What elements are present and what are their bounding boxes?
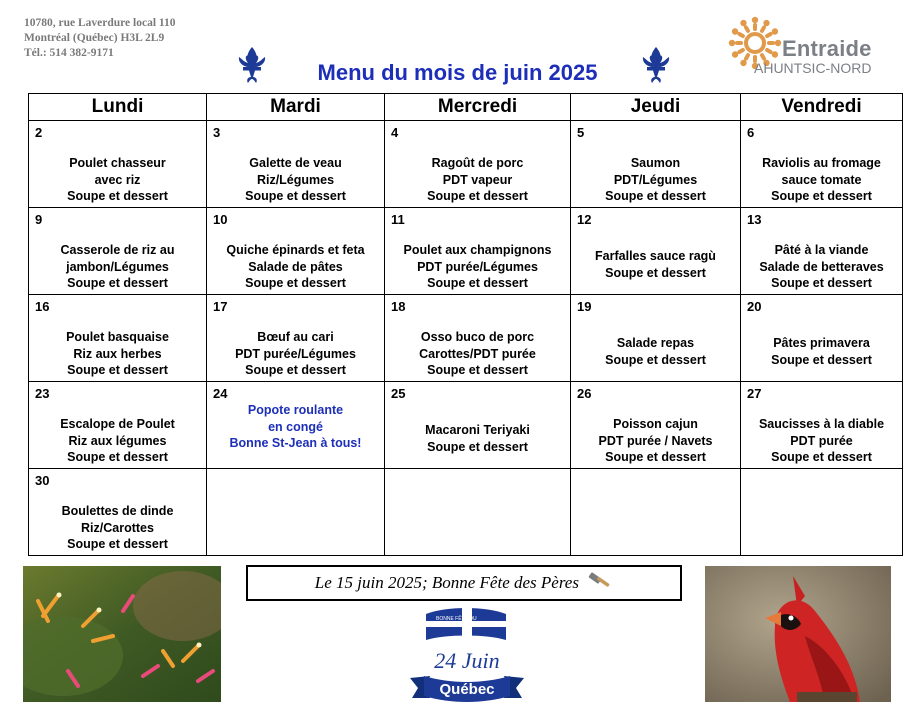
- empty-day-cell: [385, 469, 571, 556]
- menu-line: Saucisses à la diable: [758, 417, 885, 431]
- menu-line: Soupe et dessert: [427, 363, 528, 377]
- day-cell: [29, 382, 207, 469]
- weekday-header: Vendredi: [741, 94, 903, 121]
- empty-day-cell: [571, 469, 741, 556]
- week-row: [29, 295, 903, 382]
- day-number: 23: [35, 386, 50, 401]
- quebec-flag-icon: [426, 608, 506, 640]
- day-cell: [571, 208, 741, 295]
- weekday-header: Mercredi: [385, 94, 571, 121]
- day-cell: [741, 121, 903, 208]
- day-cell: [207, 382, 385, 469]
- menu-line: avec riz: [94, 172, 141, 187]
- weekday-header: Jeudi: [571, 94, 741, 121]
- day-number: 25: [391, 386, 406, 401]
- menu-line: Salade de betteraves: [759, 259, 884, 274]
- day-cell: [571, 295, 741, 382]
- badge-name: Québec: [439, 681, 495, 698]
- menu-line: Soupe et dessert: [427, 189, 528, 203]
- menu-line: Soupe et dessert: [771, 276, 872, 290]
- day-number: 27: [747, 386, 762, 401]
- fete-nationale-badge: [406, 606, 528, 712]
- day-cell: [571, 382, 741, 469]
- fathers-day-banner: [246, 565, 682, 601]
- menu-line: Soupe et dessert: [245, 363, 346, 377]
- menu-line: Escalope de Poulet: [60, 417, 175, 431]
- menu-line: Soupe et dessert: [245, 276, 346, 290]
- menu-line: PDT purée/Légumes: [417, 259, 538, 274]
- menu-line: Soupe et dessert: [67, 363, 168, 377]
- menu-text: [573, 248, 738, 281]
- day-cell: [207, 295, 385, 382]
- menu-text: [387, 329, 568, 379]
- menu-text: [743, 335, 900, 368]
- menu-line: Quiche épinards et feta: [226, 243, 365, 257]
- day-cell: [207, 121, 385, 208]
- menu-line: Salade repas: [616, 336, 695, 350]
- day-number: 6: [747, 125, 755, 140]
- menu-line: Soupe et dessert: [67, 189, 168, 203]
- day-number: 26: [577, 386, 592, 401]
- day-number: 4: [391, 125, 399, 140]
- day-number: 16: [35, 299, 50, 314]
- menu-line: Bonne St-Jean à tous!: [229, 436, 362, 450]
- menu-line: Soupe et dessert: [605, 450, 706, 464]
- menu-line: Riz/Carottes: [81, 520, 154, 535]
- menu-line: PDT purée/Légumes: [235, 346, 356, 361]
- menu-calendar: [28, 93, 903, 556]
- week-row: [29, 121, 903, 208]
- badge-date: 24 Juin: [434, 648, 500, 673]
- menu-text: [573, 155, 738, 205]
- menu-line: Soupe et dessert: [771, 352, 872, 367]
- page-title: Menu du mois de juin 2025: [317, 60, 598, 85]
- menu-text: [209, 402, 382, 452]
- day-cell: [29, 469, 207, 556]
- cardinal-bird-photo: [705, 566, 891, 702]
- address-line-1: 10780, rue Laverdure local 110: [24, 17, 176, 29]
- menu-text: [31, 416, 204, 466]
- menu-line: Soupe et dessert: [67, 276, 168, 290]
- menu-text: [209, 242, 382, 292]
- day-number: 5: [577, 125, 585, 140]
- menu-line: Osso buco de porc: [420, 330, 535, 344]
- menu-line: Soupe et dessert: [771, 189, 872, 203]
- honeysuckle-flower-photo: [23, 566, 221, 702]
- week-row: [29, 469, 903, 556]
- day-cell: [385, 382, 571, 469]
- menu-text: [573, 416, 738, 466]
- menu-line: jambon/Légumes: [66, 259, 169, 274]
- menu-text: [31, 242, 204, 292]
- day-number: 24: [213, 386, 228, 401]
- menu-line: Soupe et dessert: [605, 265, 706, 280]
- menu-line: Bœuf au cari: [257, 330, 334, 344]
- week-row: [29, 382, 903, 469]
- weekday-header: Lundi: [29, 94, 207, 121]
- menu-line: Boulettes de dinde: [61, 504, 174, 518]
- day-number: 2: [35, 125, 43, 140]
- menu-line: Soupe et dessert: [67, 450, 168, 464]
- menu-text: [31, 329, 204, 379]
- menu-text: [743, 155, 900, 205]
- menu-text: [743, 242, 900, 292]
- day-number: 17: [213, 299, 228, 314]
- menu-line: Riz aux herbes: [73, 346, 162, 361]
- weekday-header-row: [29, 94, 903, 121]
- menu-line: Soupe et dessert: [67, 537, 168, 551]
- menu-line: Macaroni Teriyaki: [425, 423, 530, 437]
- menu-line: Soupe et dessert: [605, 352, 706, 367]
- day-number: 9: [35, 212, 43, 227]
- menu-line: Popote roulante: [247, 403, 344, 417]
- fathers-day-text: Le 15 juin 2025; Bonne Fête des Pères: [314, 573, 579, 592]
- menu-line: PDT vapeur: [442, 172, 513, 187]
- menu-line: Ragoût de porc: [431, 156, 524, 170]
- day-number: 10: [213, 212, 228, 227]
- logo-name: Entraide: [782, 36, 872, 61]
- menu-text: [387, 242, 568, 292]
- menu-text: [31, 503, 204, 553]
- day-number: 3: [213, 125, 221, 140]
- day-cell: [29, 295, 207, 382]
- day-cell: [29, 121, 207, 208]
- phone-line: Tél.: 514 382-9171: [24, 47, 114, 59]
- day-cell: [207, 208, 385, 295]
- day-number: 13: [747, 212, 762, 227]
- hammer-icon: [587, 572, 613, 592]
- week-row: [29, 208, 903, 295]
- menu-line: sauce tomate: [781, 172, 862, 187]
- menu-line: Poulet aux champignons: [403, 243, 552, 257]
- empty-day-cell: [741, 469, 903, 556]
- menu-line: Poisson cajun: [613, 417, 698, 431]
- menu-line: Riz/Légumes: [256, 172, 335, 187]
- day-cell: [741, 382, 903, 469]
- day-number: 20: [747, 299, 762, 314]
- day-cell: [741, 208, 903, 295]
- day-cell: [385, 121, 571, 208]
- menu-text: [31, 155, 204, 205]
- menu-text: [387, 155, 568, 205]
- menu-line: Soupe et dessert: [427, 276, 528, 290]
- address-line-2: Montréal (Québec) H3L 2L9: [24, 32, 165, 44]
- day-cell: [29, 208, 207, 295]
- day-number: 12: [577, 212, 592, 227]
- menu-text: [209, 329, 382, 379]
- empty-day-cell: [207, 469, 385, 556]
- menu-text: [573, 335, 738, 368]
- menu-line: Soupe et dessert: [771, 450, 872, 464]
- menu-line: Raviolis au fromage: [762, 156, 881, 170]
- day-cell: [385, 295, 571, 382]
- menu-line: Soupe et dessert: [245, 189, 346, 203]
- menu-text: [209, 155, 382, 205]
- logo-subname: AHUNTSIC-NORD: [754, 60, 872, 76]
- menu-line: PDT purée / Navets: [598, 433, 713, 448]
- menu-line: Galette de veau: [249, 156, 342, 170]
- day-cell: [741, 295, 903, 382]
- menu-line: Farfalles sauce ragù: [595, 249, 716, 263]
- day-cell: [571, 121, 741, 208]
- menu-line: Saumon: [630, 156, 681, 170]
- menu-line: Riz aux légumes: [68, 433, 167, 448]
- menu-line: en congé: [268, 419, 323, 434]
- menu-line: Poulet basquaise: [66, 330, 169, 344]
- day-number: 30: [35, 473, 50, 488]
- menu-line: Casserole de riz au: [60, 243, 175, 257]
- badge-top-text: BONNE FÊTE DU: [436, 616, 477, 622]
- menu-text: [743, 416, 900, 466]
- menu-line: Poulet chasseur: [69, 156, 166, 170]
- menu-line: Pâté à la viande: [774, 243, 869, 257]
- menu-line: Carottes/PDT purée: [419, 346, 536, 361]
- day-number: 11: [391, 212, 405, 227]
- day-cell: [385, 208, 571, 295]
- day-number: 18: [391, 299, 406, 314]
- menu-line: PDT/Légumes: [613, 172, 698, 187]
- menu-text: [387, 422, 568, 455]
- weekday-header: Mardi: [207, 94, 385, 121]
- menu-line: Soupe et dessert: [427, 439, 528, 454]
- menu-line: Soupe et dessert: [605, 189, 706, 203]
- address-block: [24, 16, 176, 61]
- menu-line: Salade de pâtes: [248, 259, 343, 274]
- menu-line: PDT purée: [790, 433, 853, 448]
- day-number: 19: [577, 299, 592, 314]
- menu-line: Pâtes primavera: [773, 336, 870, 350]
